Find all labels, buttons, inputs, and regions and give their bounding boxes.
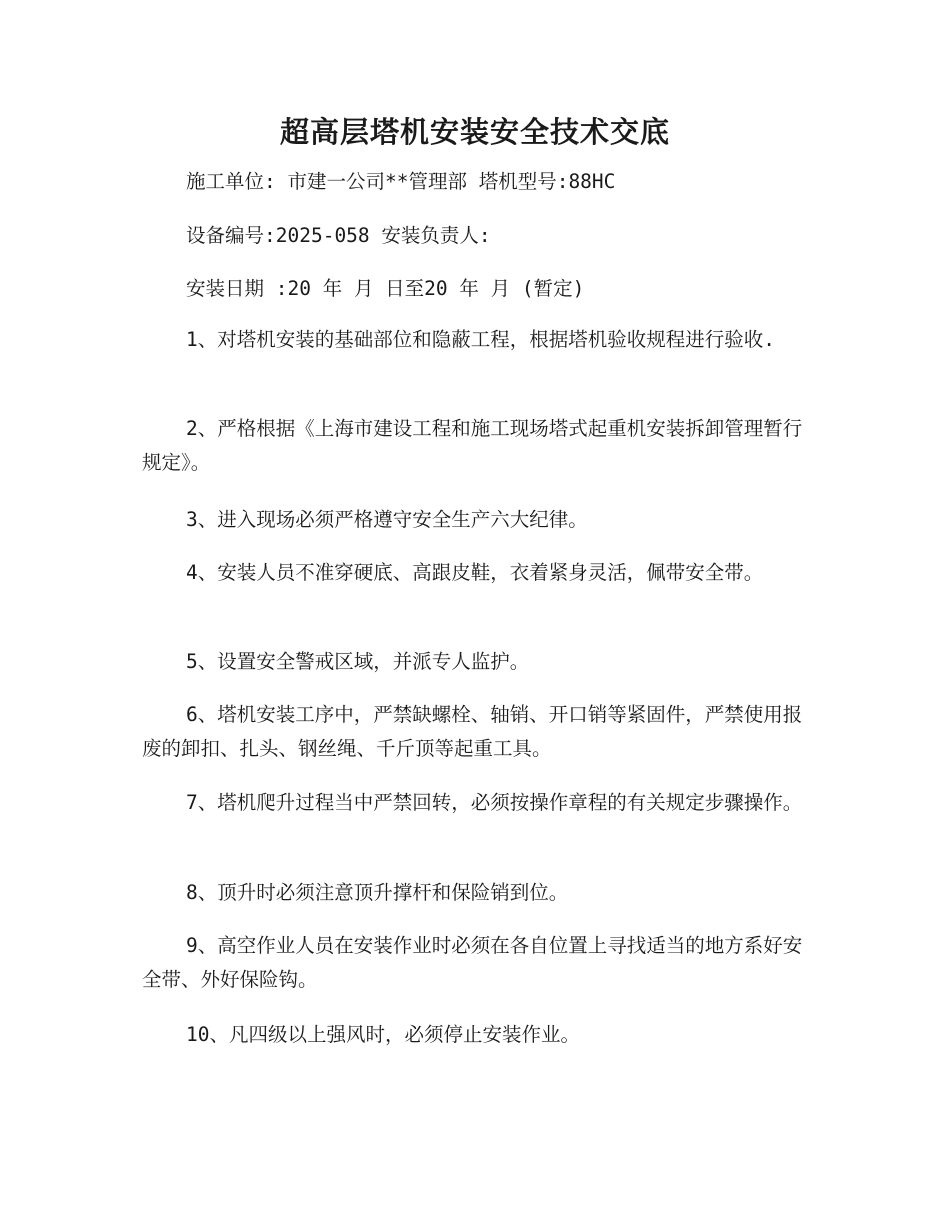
list-item: [142, 412, 808, 480]
meta-construction-unit: 施工单位: 市建一公司**管理部 塔机型号:88HC: [186, 170, 616, 193]
list-item: [142, 556, 808, 590]
item-1-text: 1、对塔机安装的基础部位和隐蔽工程，根据塔机验收规程进行验收.: [186, 328, 775, 351]
item-4-text: 4、安装人员不准穿硬底、高跟皮鞋，衣着紧身灵活，佩带安全带。: [186, 561, 764, 584]
list-item: [142, 929, 808, 997]
item-10-text: 10、凡四级以上强风时，必须停止安装作业。: [186, 1023, 580, 1046]
item-9-text: 9、高空作业人员在安装作业时必须在各自位置上寻找适当的地方系好安全带、外好保险钩。: [142, 934, 803, 991]
item-8-text: 8、顶升时必须注意顶升撑杆和保险销到位。: [186, 881, 569, 904]
document-title: 超高层塔机安装安全技术交底: [279, 115, 670, 149]
item-2-text: 2、严格根据《上海市建设工程和施工现场塔式起重机安装拆卸管理暂行规定》。: [142, 417, 803, 474]
list-item: [142, 786, 808, 820]
meta-install-date: 安装日期 :20 年 月 日至20 年 月 (暂定): [186, 277, 585, 300]
meta-equipment-number: 设备编号:2025-058 安装负责人:: [186, 224, 491, 247]
item-7-text: 7、塔机爬升过程当中严禁回转，必须按操作章程的有关规定步骤操作。: [186, 791, 803, 814]
item-5-text: 5、设置安全警戒区域，并派专人监护。: [186, 650, 530, 673]
list-item: [142, 876, 808, 910]
list-item: [142, 503, 808, 537]
list-item: [142, 323, 808, 357]
item-6-text: 6、塔机安装工序中，严禁缺螺栓、轴销、开口销等紧固件，严禁使用报废的卸扣、扎头、钢丝绳、千斤顶等起重工具。: [142, 703, 803, 760]
list-item: [142, 645, 808, 679]
list-item: [142, 1018, 808, 1052]
list-item: [142, 698, 808, 766]
item-3-text: 3、进入现场必须严格遵守安全生产六大纪律。: [186, 508, 588, 531]
